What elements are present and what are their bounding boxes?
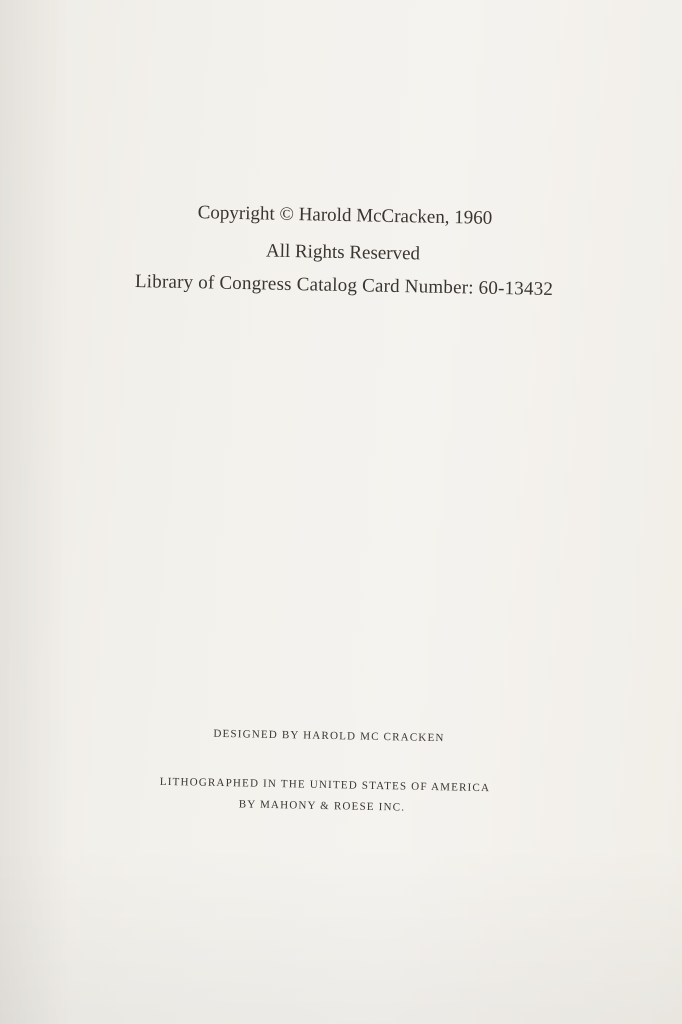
lithography-credit: LITHOGRAPHED IN THE UNITED STATES OF AMERICA (159, 775, 491, 795)
printer-credit: BY MAHONY & ROESE INC. (238, 798, 406, 814)
rights-reserved-notice: All Rights Reserved (265, 240, 421, 265)
designer-credit: DESIGNED BY HAROLD MC CRACKEN (213, 727, 445, 745)
page-shadow-bottom (0, 844, 682, 1024)
copyright-notice: Copyright © Harold McCracken, 1960 (197, 202, 493, 229)
library-of-congress-number: Library of Congress Catalog Card Number: 60-13432 (134, 270, 554, 301)
